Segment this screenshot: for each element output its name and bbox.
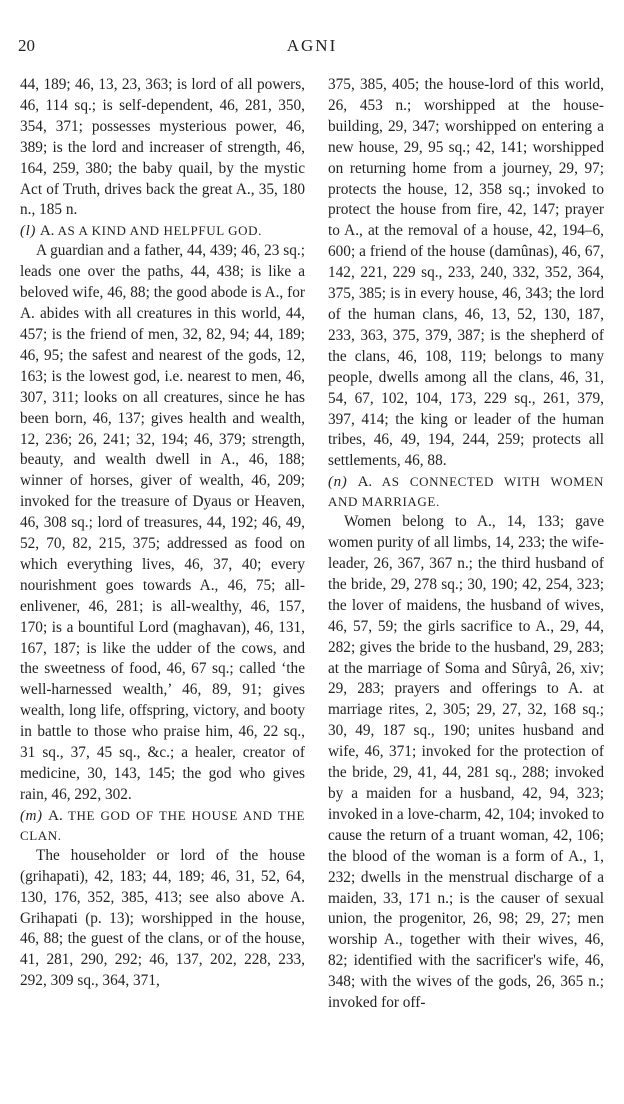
index-paragraph: A guardian and a father, 44, 439; 46, 23 sq.; leads one over the paths, 44, 438; is like a beloved wife, 46, 88; the good abode is A., for A. abides with all creatures in this world, 44, 457; is the friend of men, 32, 82, 94; 44, 189; 46, 95; the safest and nearest of the gods, 12, 163; is the lowest god, i.e. nearest to men, 46, 307, 311; looks on all creatures, since he has been born, 46, 137; gives health and wealth, 12, 236; 26, 241; 32, 194; 46, 379; strength, beauty, and wealth dwell in A., 46, 188; winner of horses, giver of wealth, 46, 209; invoked for the treasure of Dyaus or Heaven, 46, 308 sq.; lord of treasures, 44, 192; 46, 49, 52, 70, 82, 215, 375; addressed as food on which everything lives, 46, 37, 40; every nourishment goes towards A., 46, 75; all-enlivener, 46, 281; is all-wealthy, 46, 157, 170; is a bountiful Lord (maghavan), 46, 131, 167, 187; is like the udder of the cows, and the sweetness of food, 46, 67 sq.; called ‘the well-harnessed wealth,’ 46, 89, 91; gives wealth, long life, offspring, victory, and booty in battle to those who praise him, 46, 22 sq., 31 sq., 37, 45 sq., &c.; a healer, creator of medicine, 30, 143, 145; the god who gives rain, 46, 292, 302.: [20, 242, 305, 803]
section-heading-l: [20, 221, 305, 241]
page-header: [0, 36, 624, 60]
section-title: AS CONNECTED WITH WOMEN AND MARRIAGE.: [328, 474, 604, 510]
section-heading-m: [20, 806, 305, 846]
index-paragraph: Women belong to A., 14, 133; gave women purity of all limbs, 14, 233; the wife-leader, 26, 367, 367 n.; the third husband of the bride, 29, 278 sq.; 30, 190; 42, 254, 323; the lover of maidens, the husband of wives, 46, 57, 59; the girls sacrifice to A., 29, 44, 282; gives the bride to the husband, 29, 283; at the marriage of Soma and Sûryâ, 26, xiv; 29, 283; prayers and offerings to A. at marriage rites, 2, 305; 29, 27, 32, 168 sq.; 30, 49, 187 sq., 190; unites husband and wife, 46, 371; invoked for the protection of the bride, 29, 41, 44, 281 sq., 288; invoked by a maiden for a husband, 42, 94, 323; invoked in a love-charm, 42, 104; invoked to cause the return of a truant woman, 42, 106; the blood of the woman is a form of A., 1, 232; dwells in the menstrual discharge of a maiden, 33, 171 n.; is the causer of sexual union, the progenitor, 26, 98; 29, 27; men worship A., together with their wives, 46, 82; identified with the sacrificer's wife, 46, 348; with the wives of the gods, 26, 365 n.; invoked for off-: [328, 513, 604, 1012]
right-column: [328, 75, 604, 1014]
page-number: 20: [18, 36, 35, 55]
index-paragraph: 375, 385, 405; the house-lord of this world, 26, 453 n.; worshipped at the house-building, 29, 347; worshipped on entering a new house, 29, 95 sq.; 42, 141; worshipped on returning home from a journey, 29, 97; protects the house, 12, 358 sq.; invoked to protect the house from fire, 42, 147; prayer to A., at the removal of a house, 42, 194–6, 600; a friend of the house (damûnas), 46, 67, 142, 221, 229 sq., 233, 240, 332, 352, 364, 375, 385; is in every house, 46, 343; the lord of the human clans, 46, 13, 52, 130, 187, 233, 363, 375, 379, 387; is the shepherd of the clans, 46, 108, 119; belongs to many people, dwells among all the clans, 46, 31, 54, 67, 102, 104, 173, 229 sq., 261, 379, 397, 414; the king or leader of the human tribes, 46, 49, 194, 244, 259; protects all settlements, 46, 88.: [328, 76, 604, 470]
section-lead: A.: [39, 223, 55, 240]
running-title: AGNI: [286, 36, 338, 55]
section-lead: A.: [357, 474, 373, 491]
left-column: [20, 75, 305, 992]
section-mark: (n): [328, 474, 348, 491]
section-title: THE GOD OF THE HOUSE AND THE CLAN.: [20, 807, 305, 843]
index-paragraph: 44, 189; 46, 13, 23, 363; is lord of all powers, 46, 114 sq.; is self-dependent, 46, 281, 350, 354, 371; possesses mysterious power, 46, 389; is the lord and increaser of strength, 46, 164, 259, 380; the baby quail, by the mystic Act of Truth, drives back the great A., 35, 180 n., 185 n.: [20, 76, 305, 219]
index-paragraph: The householder or lord of the house (grihapati), 42, 183; 44, 189; 46, 31, 52, 64, 130, 176, 352, 385, 413; see also above A. Grihapati (p. 13); worshipped in the house, 46, 88; the guest of the clans, or of the house, 41, 281, 290, 292; 46, 137, 202, 228, 233, 292, 309 sq., 364, 371,: [20, 846, 305, 990]
section-mark: (m): [20, 807, 43, 824]
section-heading-n: [328, 472, 604, 512]
section-title: AS A KIND AND HELPFUL GOD.: [57, 223, 262, 239]
section-mark: (l): [20, 223, 36, 240]
section-lead: A.: [48, 807, 63, 824]
